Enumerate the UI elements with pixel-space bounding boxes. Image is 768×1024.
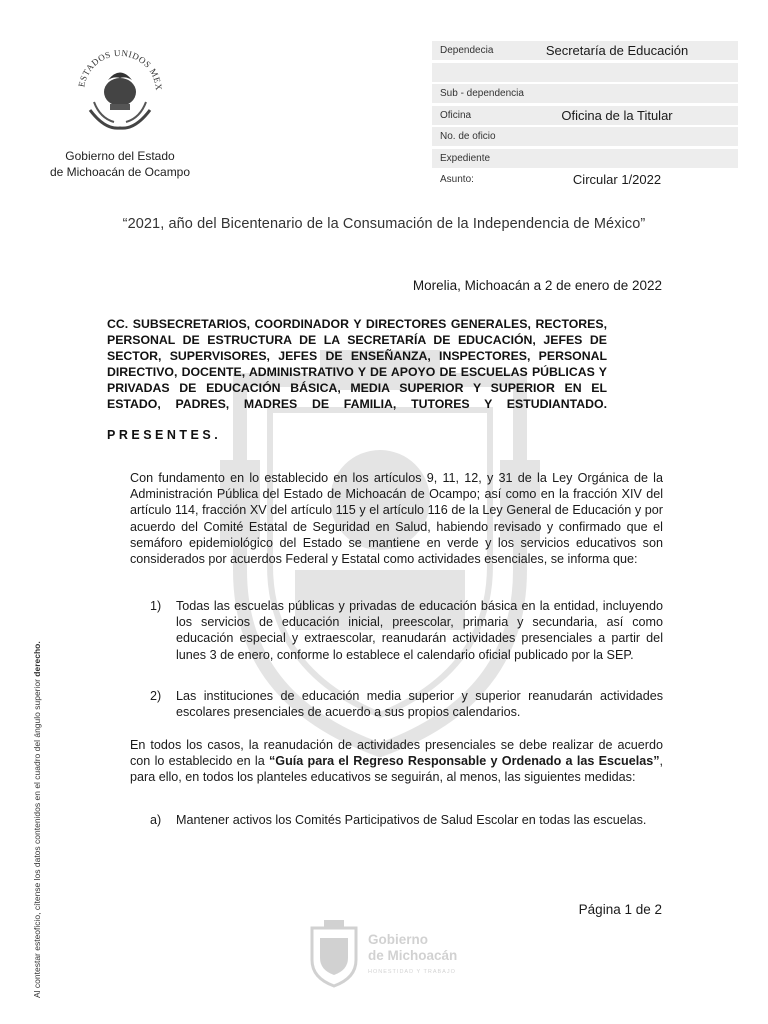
measures-text-post: , para ello, en todos los planteles educativos se seguirán, al menos, las siguientes medidas: bbox=[130, 754, 664, 785]
footer-logo-line1: Gobierno bbox=[368, 932, 428, 947]
header-label: No. de oficio bbox=[440, 131, 496, 142]
list-item-text: Mantener activos los Comités Participativos de Salud Escolar en todas las escuelas. bbox=[176, 813, 647, 827]
header-label: Oficina bbox=[440, 109, 472, 121]
list-item-number: 2) bbox=[150, 689, 162, 703]
footer-logo-line2: de Michoacán bbox=[368, 948, 458, 963]
measures-text-pre: En todos los casos, la reanudación de actividades presenciales se debe realizar de acuerdo con lo establecido en la bbox=[130, 738, 663, 769]
document-header-table bbox=[432, 41, 738, 192]
header-row-dependencia bbox=[432, 41, 738, 60]
header-row-expediente bbox=[432, 149, 738, 168]
header-value: Circular 1/2022 bbox=[572, 172, 662, 187]
list-item-letter: a) bbox=[150, 813, 162, 827]
list-item-text: Todas las escuelas públicas y privadas de educación básica en la entidad, incluyendo los servicios de educación inicial, preescolar, primaria y secundaria, así como educación especial y extraescolar, reanudarán actividades presenciales a partir del lunes 3 de enero, conforme lo establece el calendario oficial publicado por la SEP. bbox=[176, 599, 663, 662]
side-instruction-note bbox=[32, 598, 42, 998]
header-row-oficina bbox=[432, 106, 738, 125]
official-motto: “2021, año del Bicentenario de la Consumación de la Independencia de México” bbox=[122, 216, 646, 232]
header-row-subdependencia bbox=[432, 84, 738, 103]
header-row-asunto bbox=[432, 170, 738, 189]
government-name bbox=[30, 148, 210, 180]
list-item-text: Las instituciones de educación media superior y superior reanudarán actividades escolares presenciales de acuerdo a sus propios calendarios. bbox=[176, 689, 663, 720]
measures-paragraph bbox=[130, 737, 663, 786]
footer-logo-slogan: HONESTIDAD Y TRABAJO bbox=[368, 969, 456, 975]
page-number: Página 1 de 2 bbox=[578, 902, 662, 917]
footer-logo bbox=[306, 918, 476, 988]
list-item bbox=[150, 598, 663, 663]
header-label: Asunto: bbox=[440, 174, 474, 185]
place-and-date: Morelia, Michoacán a 2 de enero de 2022 bbox=[412, 278, 662, 293]
header-label: Sub - dependencia bbox=[440, 88, 524, 99]
header-label: Expediente bbox=[440, 152, 491, 164]
addressees: CC. SUBSECRETARIOS, COORDINADOR Y DIRECTORES GENERALES, RECTORES, PERSONAL DE ESTRUCTURA DE LA SECRETARÍA DE EDUCACIÓN, JEFES DE SECTOR, SUPERVISORES, JEFES DE ENSEÑANZA, INSPECTORES, PERSONAL DIRECTIVO, DOCENTE, ADMINISTRATIVO Y DE APOYO DE ESCUELAS PÚBLICAS Y PRIVADAS DE EDUCACIÓN BÁSICA, MEDIA SUPERIOR Y SUPERIOR EN EL ESTADO, PADRES, MADRES DE FAMILIA, TUTORES Y ESTUDIANTADO. bbox=[107, 317, 607, 411]
header-label: Dependecia bbox=[440, 45, 494, 56]
side-note-bold: derecho. bbox=[32, 641, 42, 677]
header-value: Oficina de la Titular bbox=[561, 107, 673, 123]
state-shield-icon bbox=[306, 918, 362, 988]
intro-paragraph: Con fundamento en lo establecido en los artículos 9, 11, 12, y 31 de la Ley Orgánica de la Administración Pública del Estado de Michoacán de Ocampo; así como en la fracción XIV del artículo 114, fracción XV del artículo 115 y el artículo 116 de la Ley General de Educación y por acuerdo del Comité Estatal de Seguridad en Salud, habiendo revisado y confirmado que el semáforo epidemiológico del Estado se mantiene en verde y los servicios educativos son considerados por acuerdos Federal y Estatal como actividades esenciales, se informa que: bbox=[130, 471, 663, 567]
mexican-seal-icon bbox=[70, 40, 170, 140]
side-note-text: Al contestar esteoficio, cítense los datos contenidos en el cuadro del ángulo superior bbox=[32, 676, 42, 998]
guide-title: “Guía para el Regreso Responsable y Ordenado a las Escuelas” bbox=[269, 754, 660, 769]
list-item-number: 1) bbox=[150, 599, 162, 613]
list-item bbox=[150, 688, 663, 720]
header-row-blank bbox=[432, 63, 738, 82]
government-name-line2: de Michoacán de Ocampo bbox=[49, 165, 191, 179]
seal-text: ESTADOS UNIDOS MEX bbox=[76, 47, 165, 92]
presentes-label: PRESENTES. bbox=[107, 428, 222, 442]
government-name-line1: Gobierno del Estado bbox=[65, 149, 175, 163]
list-item bbox=[150, 812, 663, 828]
header-value: Secretaría de Educación bbox=[545, 43, 689, 58]
header-row-no-oficio bbox=[432, 127, 738, 146]
